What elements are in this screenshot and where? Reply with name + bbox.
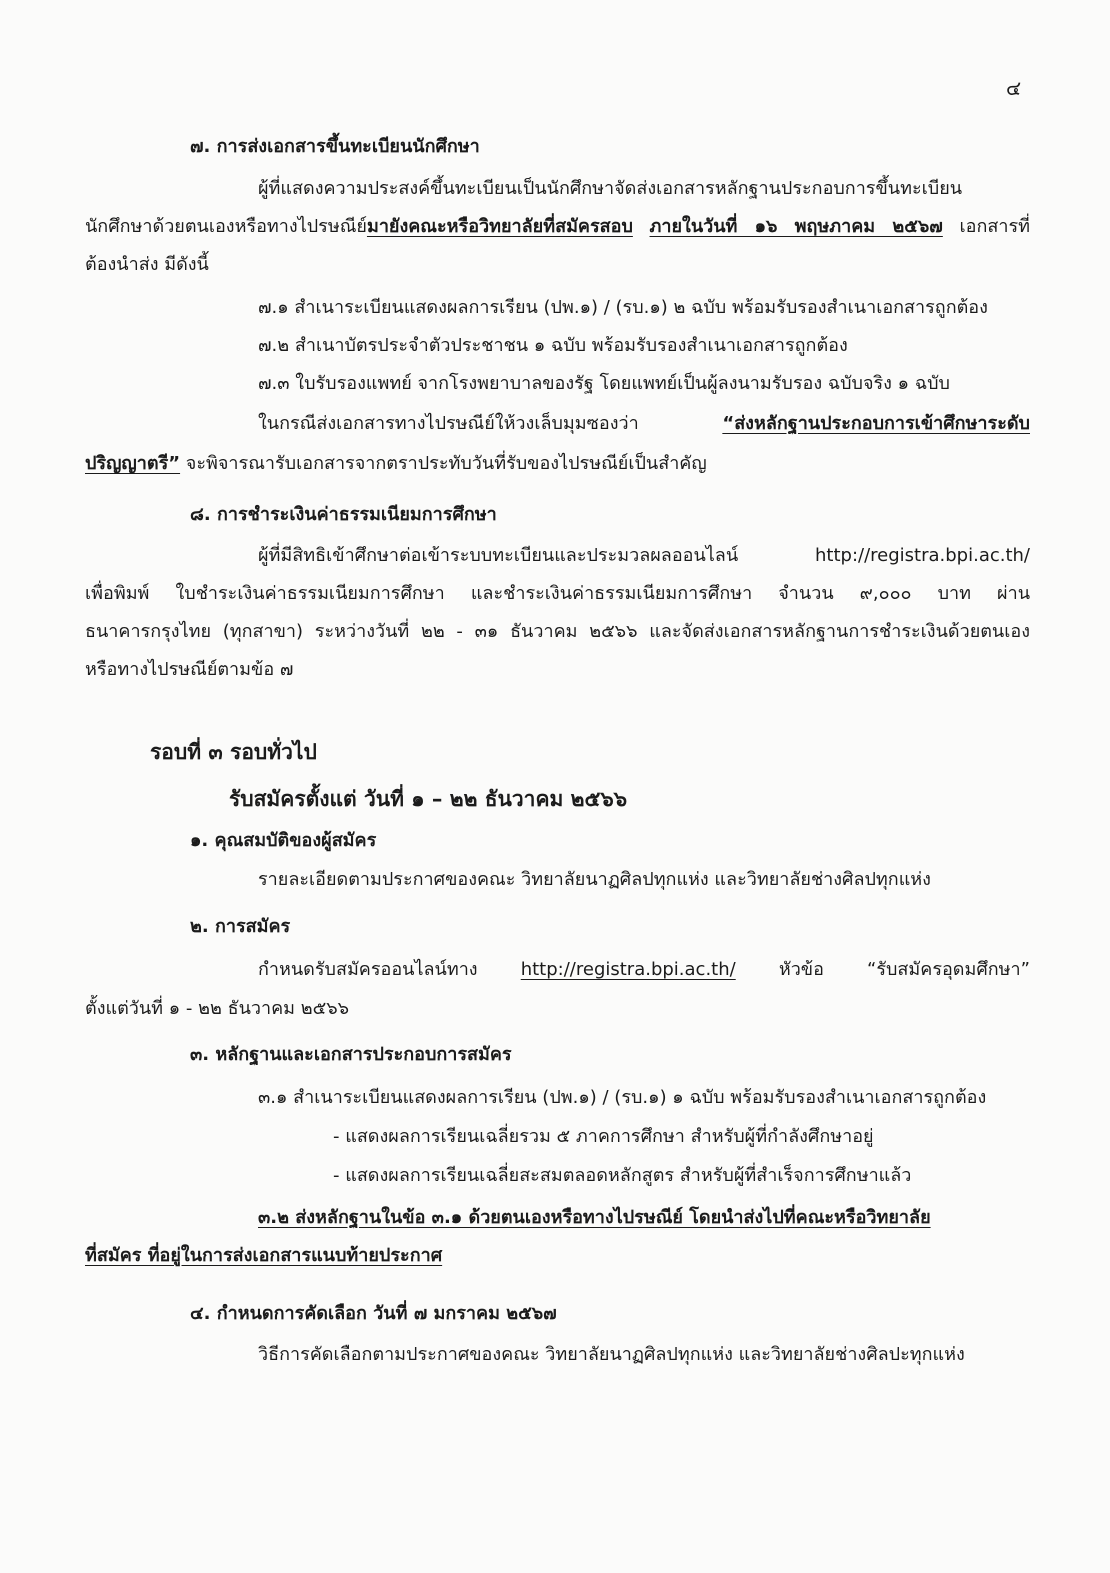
r3-section-4-title: ๔. กำหนดการคัดเลือก วันที่ ๗ มกราคม ๒๕๖๗ [190,1303,557,1324]
r3-section-3-item-1: ๓.๑ สำเนาระเบียนแสดงผลการเรียน (ปพ.๑) / (รบ.๑) ๑ ฉบับ พร้อมรับรองสำเนาเอกสารถูกต้อง [258,1087,987,1108]
r3-section-3-item-2-line-1: ๓.๒ ส่งหลักฐานในข้อ ๓.๑ ด้วยตนเองหรือทางไปรษณีย์ โดยนำส่งไปที่คณะหรือวิทยาลัย [258,1207,931,1228]
r3-section-1-text: รายละเอียดตามประกาศของคณะ วิทยาลัยนาฏศิลปทุกแห่ง และวิทยาลัยช่างศิลปทุกแห่ง [258,869,931,890]
r3-section-3-detail-1: - แสดงผลการเรียนเฉลี่ยรวม ๕ ภาคการศึกษา สำหรับผู้ที่กำลังศึกษาอยู่ [333,1126,874,1147]
r3-section-1-title: ๑. คุณสมบัติของผู้สมัคร [190,830,377,851]
r3-section-2-line-2: ตั้งแต่วันที่ ๑ - ๒๒ ธันวาคม ๒๕๖๖ [85,998,350,1019]
r3-section-4-text: วิธีการคัดเลือกตามประกาศของคณะ วิทยาลัยนาฏศิลปทุกแห่ง และวิทยาลัยช่างศิลปะทุกแห่ง [258,1344,965,1365]
sec7-paragraph-line-3: ต้องนำส่ง มีดังนี้ [85,254,209,275]
section-8-title: ๘. การชำระเงินค่าธรรมเนียมการศึกษา [190,504,497,525]
sec7-mail-note-line-2 [85,452,707,476]
text-span: เอกสารที่ [959,216,1030,237]
sec8-line-3: ธนาคารกรุงไทย (ทุกสาขา) ระหว่างวันที่ ๒๒ - ๓๑ ธันวาคม ๒๕๖๖ และจัดส่งเอกสารหลักฐานการชำระเงินด้วยตนเอง [85,621,1030,642]
text-span: จะพิจารณารับเอกสารจากตราประทับวันที่รับของไปรษณีย์เป็นสำคัญ [185,453,707,474]
text-span: นักศึกษาด้วยตนเองหรือทางไปรษณีย์ [85,216,367,237]
r3-section-3-detail-2: - แสดงผลการเรียนเฉลี่ยสะสมตลอดหลักสูตร สำหรับผู้ที่สำเร็จการศึกษาแล้ว [333,1165,912,1186]
sec7-mail-note-line-1 [258,412,1030,436]
sec7-item-1: ๗.๑ สำเนาระเบียนแสดงผลการเรียน (ปพ.๑) / (รบ.๑) ๒ ฉบับ พร้อมรับรองสำเนาเอกสารถูกต้อง [258,297,988,318]
registration-link[interactable]: http://registra.bpi.ac.th/ [520,959,736,980]
text-span: ในกรณีส่งเอกสารทางไปรษณีย์ให้วงเล็บมุมซองว่า [258,413,639,434]
round-3-title: รอบที่ ๓ รอบทั่วไป [150,740,317,764]
round-3-dates: รับสมัครตั้งแต่ วันที่ ๑ – ๒๒ ธันวาคม ๒๕๖๖ [229,787,628,811]
r3-section-2-line-1 [258,958,1030,982]
sec8-line-2: เพื่อพิมพ์ ใบชำระเงินค่าธรรมเนียมการศึกษา และชำระเงินค่าธรรมเนียมการศึกษา จำนวน ๙,๐๐๐ บาท ผ่าน [85,583,1030,604]
text-span: หัวข้อ “รับสมัครอุดมศึกษา” [778,959,1030,980]
r3-section-2-title: ๒. การสมัคร [190,916,291,937]
sec8-line-4: หรือทางไปรษณีย์ตามข้อ ๗ [85,659,294,680]
sec7-paragraph-line-2 [85,215,1030,239]
sec7-item-3: ๗.๓ ใบรับรองแพทย์ จากโรงพยาบาลของรัฐ โดยแพทย์เป็นผู้ลงนามรับรอง ฉบับจริง ๑ ฉบับ [258,373,950,394]
text-span: กำหนดรับสมัครออนไลน์ทาง [258,959,478,980]
sec7-paragraph-line-1: ผู้ที่แสดงความประสงค์ขึ้นทะเบียนเป็นนักศึกษาจัดส่งเอกสารหลักฐานประกอบการขึ้นทะเบียน [258,178,963,199]
sec8-line-1: ผู้ที่มีสิทธิเข้าศึกษาต่อเข้าระบบทะเบียนและประมวลผลออนไลน์ http://registra.bpi.ac.th/ [258,545,1030,566]
envelope-label-text: “ส่งหลักฐานประกอบการเข้าศึกษาระดับ [722,413,1030,434]
envelope-label-text-cont: ปริญญาตรี” [85,453,181,474]
page-number: ๔ [1006,76,1022,100]
section-7-title: ๗. การส่งเอกสารขึ้นทะเบียนนักศึกษา [190,136,480,157]
deadline-text: ภายในวันที่ ๑๖ พฤษภาคม ๒๕๖๗ [649,216,943,237]
r3-section-3-title: ๓. หลักฐานและเอกสารประกอบการสมัคร [190,1044,512,1065]
sec7-item-2: ๗.๒ สำเนาบัตรประจำตัวประชาชน ๑ ฉบับ พร้อมรับรองสำเนาเอกสารถูกต้อง [258,335,848,356]
r3-section-3-item-2-line-2: ที่สมัคร ที่อยู่ในการส่งเอกสารแนบท้ายประกาศ [85,1245,443,1266]
submit-to-faculty-text: มายังคณะหรือวิทยาลัยที่สมัครสอบ [366,216,633,237]
